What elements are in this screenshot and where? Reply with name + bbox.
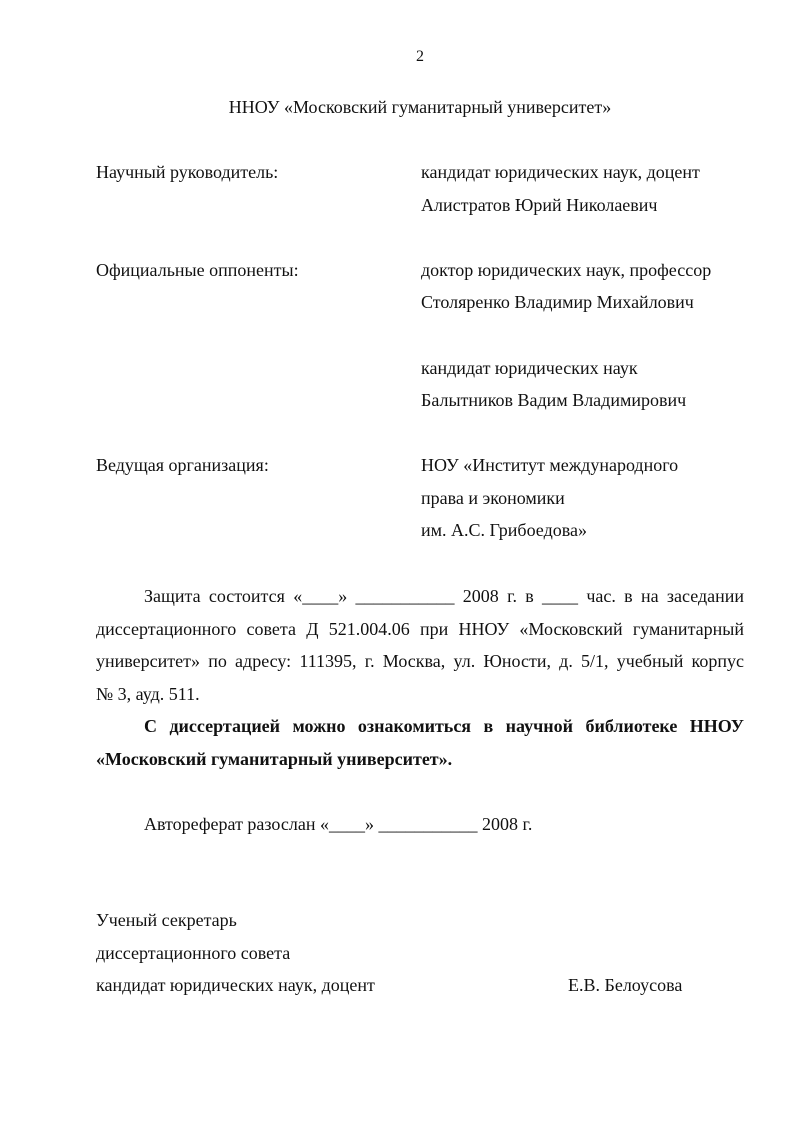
leading-org-label: Ведущая организация: [96, 455, 269, 475]
page-number: 2 [416, 48, 424, 65]
leading-org-line-1: НОУ «Институт международного [421, 455, 679, 475]
supervisor-degree: кандидат юридических наук, доцент [421, 162, 700, 182]
defense-line-4: № 3, ауд. 511. [96, 684, 200, 704]
secretary-name: Е.В. Белоусова [568, 975, 683, 995]
secretary-line-2: диссертационного совета [96, 943, 291, 963]
defense-line-3: университет» по адресу: 111395, г. Москва, ул. Юности, д. 5/1, учебный корпус [96, 651, 744, 671]
library-note-line-1: С диссертацией можно ознакомиться в научной библиотеке ННОУ [144, 716, 744, 736]
defense-line-1: Защита состоится «____» ___________ 2008 г. в ____ час. в на заседании [144, 586, 744, 606]
secretary-line-1: Ученый секретарь [96, 910, 237, 930]
opponent-2-name: Балытников Вадим Владимирович [421, 390, 687, 410]
library-note-line-2: «Московский гуманитарный университет». [96, 749, 453, 769]
leading-org-line-2: права и экономики [421, 488, 565, 508]
opponent-2-degree: кандидат юридических наук [421, 358, 638, 378]
defense-line-2: диссертационного совета Д 521.004.06 при ННОУ «Московский гуманитарный [96, 619, 744, 639]
abstract-sent: Автореферат разослан «____» ___________ 2008 г. [144, 814, 533, 834]
leading-org-line-3: им. А.С. Грибоедова» [421, 520, 587, 540]
opponent-1-name: Столяренко Владимир Михайлович [421, 292, 694, 312]
secretary-line-3: кандидат юридических наук, доцент [96, 975, 375, 995]
supervisor-name: Алистратов Юрий Николаевич [421, 195, 658, 215]
opponent-1-degree: доктор юридических наук, профессор [421, 260, 712, 280]
opponents-label: Официальные оппоненты: [96, 260, 299, 280]
supervisor-label: Научный руководитель: [96, 162, 279, 182]
institution-title: ННОУ «Московский гуманитарный университет» [228, 97, 612, 117]
